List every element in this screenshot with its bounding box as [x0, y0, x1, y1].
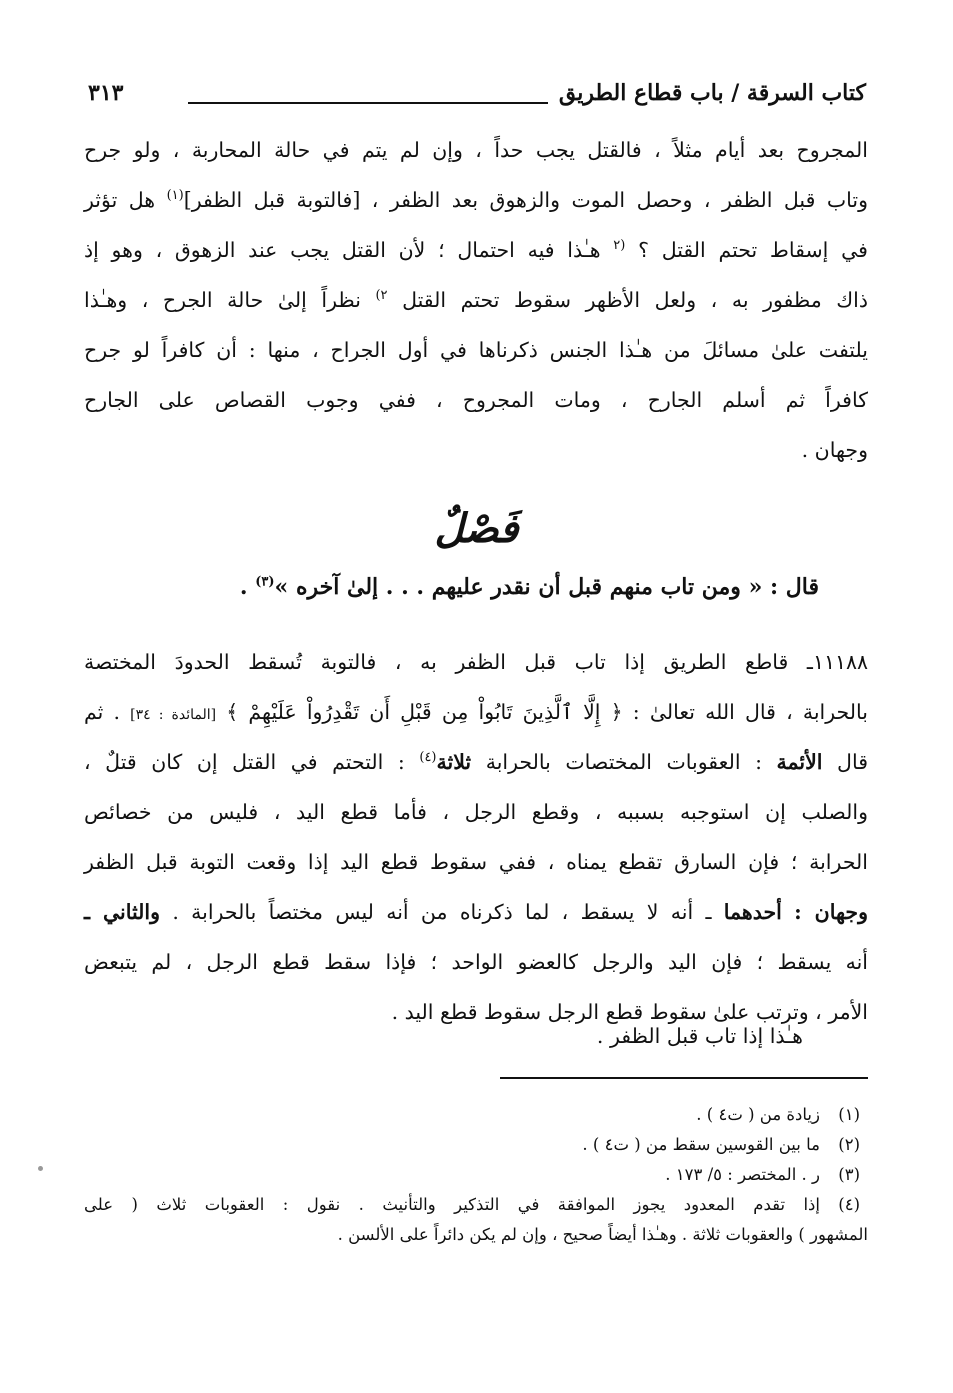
quote-text: قال : « ومن تاب منهم قبل أن نقدر عليهم . . . إلىٰ آخره »: [274, 574, 819, 600]
footnote-text: ما بين القوسين سقط من ( ت٤ ) .: [582, 1135, 820, 1154]
text-line: كافراً ثم أسلم الجارح ، ومات المجروح ، ففي وجوب القصاص على الجارح: [84, 388, 868, 412]
bold-term: الأئمة: [776, 750, 823, 774]
text-line: [84, 178, 868, 228]
section-heading: فَصْلٌ: [434, 505, 519, 552]
quote-line: [240, 574, 819, 600]
footnote-mark: (٣): [255, 574, 275, 590]
bold-term: أحدهما: [723, 900, 782, 924]
footnote-mark: (١): [166, 188, 184, 204]
text-line: [84, 690, 868, 740]
quran-reference: [المائدة : ٣٤]: [130, 707, 217, 723]
text-segment: بالحرابة ، قال الله تعالىٰ : ﴿ إِلَّا ٱلَّذِينَ تَابُواْ مِن قَبْلِ أَن تَقْدِرُواْ عَلَيْهِمْ ﴾: [226, 700, 868, 724]
text-line: وجهان .: [801, 438, 868, 462]
text-line: المجروح بعد أيام مثلاً ، فالقتل يجب حداً ، وإن لم يتم في حالة المحاربة ، ولو جرح: [84, 138, 868, 162]
text-segment: هل تؤثر: [84, 188, 156, 212]
bold-term: ثلاثة: [436, 750, 472, 774]
text-line: والصلب إن استوجبه بسببه ، وقطع الرجل ، فأما قطع اليد ، فليس من خصائص: [84, 800, 868, 824]
footnote-item: [84, 1130, 868, 1160]
text-line: أنه يسقط ؛ فإن اليد والرجل كالعضو الواحد ؛ فإذا سقط قطع الرجل ، لم يتبعض: [84, 950, 868, 974]
text-segment: . ثم: [84, 700, 121, 724]
text-line: [84, 228, 868, 278]
footnote-number: (٤): [838, 1195, 860, 1214]
footnote-mark: ٢): [375, 288, 388, 304]
text-segment: وتاب قبل الظفر ، وحصل الموت والزهوق بعد الظفر ، [فالتوبة قبل الظفر]: [183, 188, 868, 212]
footnote-mark: (٢: [613, 238, 626, 254]
header-rule: [188, 102, 548, 104]
text-line: يلتفت علىٰ مسائلَ من هـٰذا الجنس ذكرناها في أول الجراح ، منها : أن كافراً لو جرح: [84, 338, 868, 362]
footnote-text: ر . المختصر : ٥/ ١٧٣ .: [665, 1165, 820, 1184]
footnote-item: [84, 1190, 868, 1250]
text-segment: ـ أنه لا يسقط ، لما ذكرناه من أنه ليس مختصاً بالحرابة .: [172, 900, 712, 924]
text-segment: هـٰذا فيه احتمال ؛ لأن القتل يجب عند الزهوق ، وهو إذ: [84, 238, 601, 262]
text-line: ١١١٨٨ـ قاطع الطريق إذا تاب قبل الظفر به ، فالتوبة تُسقط الحدودَ المختصة: [84, 650, 868, 674]
text-segment: : التحتم في القتل إن كان قتلٌ ،: [84, 750, 405, 774]
scan-speck: [38, 1166, 43, 1171]
text-segment: ذاك مظفور به ، ولعل الأظهر سقوط تحتم القتل: [402, 288, 868, 312]
quote-end: .: [239, 574, 256, 600]
page-header: [88, 76, 866, 116]
footnote-text: زيادة من ( ت٤ ) .: [696, 1105, 820, 1124]
text-line: الحرابة ؛ فإن السارق تقطع يمناه ، ففي سقوط قطع اليد إذا وقعت التوبة قبل الظفر: [84, 850, 868, 874]
footnote-number: (١): [838, 1105, 860, 1124]
running-title: كتاب السرقة / باب قطاع الطريق: [558, 80, 866, 106]
footnote-number: (٢): [838, 1135, 860, 1154]
text-segment: : العقوبات المختصات بالحرابة: [485, 750, 762, 774]
footnotes: [84, 1100, 868, 1250]
footnote-item: [84, 1160, 868, 1190]
footnote-number: (٣): [838, 1165, 860, 1184]
text-line: [84, 278, 868, 328]
paragraph-2: [84, 640, 868, 1040]
text-segment: في إسقاط تحتم القتل ؟: [638, 238, 868, 262]
footnote-text: المشهور ) والعقوبات ثلاثة . وهـٰذا أيضاً صحيح ، وإن لم يكن دائراً على الألسن .: [337, 1225, 868, 1244]
bold-term: وجهان :: [794, 900, 868, 924]
footnote-text: إذا تقدم المعدود يجوز الموافقة في التذكير والتأنيث . نقول : العقوبات ثلاث ( على: [84, 1195, 820, 1214]
footnote-rule: [500, 1077, 868, 1079]
footnote-item: [84, 1100, 868, 1130]
paragraph-1: [84, 128, 868, 478]
sub-line: هـٰذا إذا تاب قبل الظفر .: [596, 1024, 803, 1048]
footnote-mark: (٤): [419, 750, 437, 766]
text-line: [84, 890, 868, 940]
text-segment: نظراً إلىٰ حالة الجرح ، وهـٰذا: [84, 288, 361, 312]
text-segment: قال: [837, 750, 868, 774]
text-line: الأمر ، وترتب علىٰ سقوط قطع الرجل سقوط قطع اليد .: [391, 1000, 868, 1024]
text-line: [84, 740, 868, 790]
bold-term: والثاني ـ: [84, 900, 161, 924]
page-number: ٣١٣: [88, 80, 124, 106]
